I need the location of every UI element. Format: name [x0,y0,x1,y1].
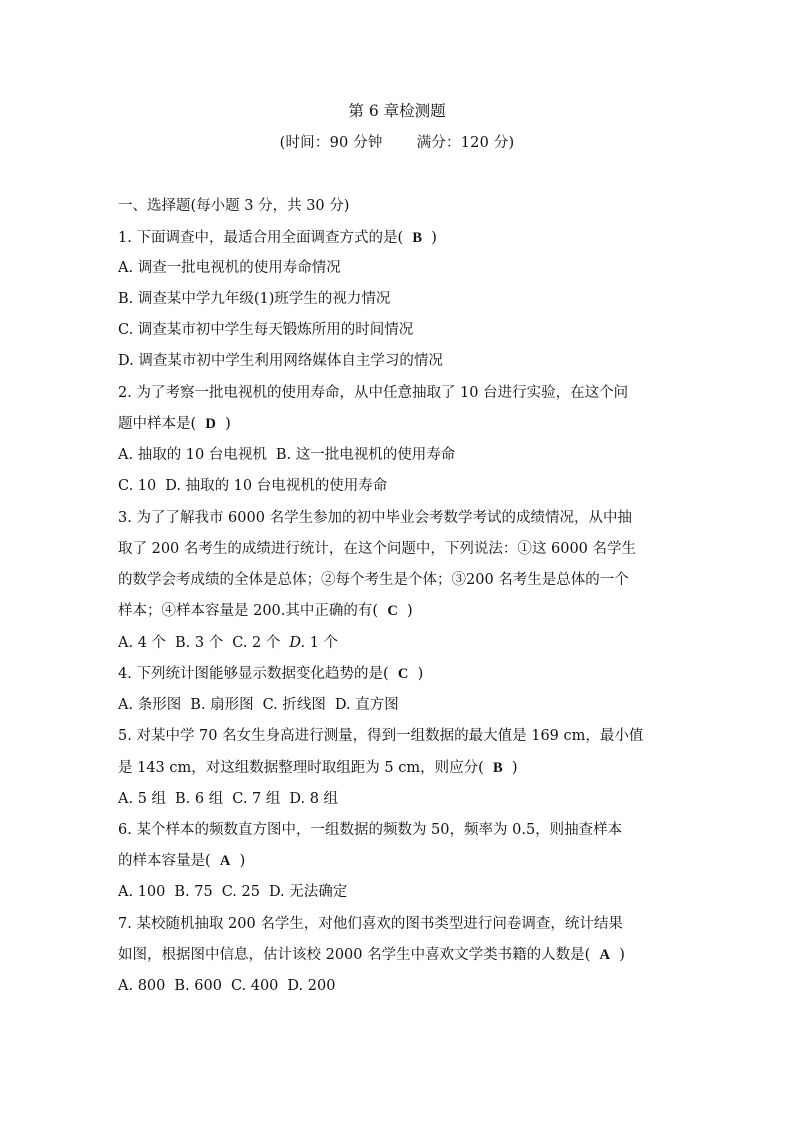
question-2-stem-line-1: 2. 为了考察一批电视机的使用寿命，从中任意抽取了 10 台进行实验，在这个问 [118,385,629,401]
time-limit: (时间：90 分钟 [279,135,383,151]
question-1-stem: 1. 下面调查中，最适合用全面调查方式的是( B ) [118,230,437,246]
question-6-stem-line-2: 的样本容量是( A ) [118,853,246,869]
question-1-option-b: B. 调查某中学九年级(1)班学生的视力情况 [118,291,391,307]
question-1-option-a: A. 调查一批电视机的使用寿命情况 [118,260,341,276]
question-3-stem-line-4: 样本；④样本容量是 200.其中正确的有( C ) [118,603,413,619]
section-heading: 一、选择题(每小题 3 分，共 30 分) [118,198,350,214]
question-7-stem-line-1: 7. 某校随机抽取 200 名学生，对他们喜欢的图书类型进行问卷调查，统计结果 [118,916,623,932]
page-title: 第 6 章检测题 [348,102,446,120]
question-6-answer: A [219,853,231,869]
question-3-stem-line-2: 取了 200 名考生的成绩进行统计，在这个问题中，下列说法：①这 6000 名学生 [118,541,637,557]
question-4-answer: C [397,666,409,682]
question-1-answer: B [412,230,423,246]
question-3-answer: C [387,603,398,619]
question-6-options: A. 100 B. 75 C. 25 D. 无法确定 [118,884,348,900]
question-4-stem: 4. 下列统计图能够显示数据变化趋势的是( C ) [118,666,424,682]
question-6-stem-line-1: 6. 某个样本的频数直方图中，一组数据的频数为 50，频率为 0.5，则抽查样本 [118,822,623,838]
question-2-options-row-2: C. 10 D. 抽取的 10 台电视机的使用寿命 [118,478,388,494]
question-3-stem-line-1: 3. 为了了解我市 6000 名学生参加的初中毕业会考数学考试的成绩情况，从中抽 [118,510,633,526]
question-5-options: A. 5 组 B. 6 组 C. 7 组 D. 8 组 [118,791,339,807]
question-2-stem-line-2: 题中样本是( D ) [118,416,231,432]
full-score: 满分：120 分) [416,135,515,151]
question-2-answer: D [205,416,216,432]
question-5-stem-line-2: 是 143 cm，对这组数据整理时取组距为 5 cm，则应分( B ) [118,760,518,776]
question-3-options: A. 4 个 B. 3 个 C. 2 个 D. 1 个 [118,635,339,651]
question-1-option-c: C. 调查某市初中学生每天锻炼所用的时间情况 [118,322,414,338]
question-7-options: A. 800 B. 600 C. 400 D. 200 [118,978,336,994]
question-1-option-d: D. 调查某市初中学生利用网络媒体自主学习的情况 [118,353,443,369]
question-5-stem-line-1: 5. 对某中学 70 名女生身高进行测量，得到一组数据的最大值是 169 cm，最小值 [118,728,644,744]
question-4-options: A. 条形图 B. 扇形图 C. 折线图 D. 直方图 [118,697,399,713]
exam-info [0,133,794,153]
question-7-answer: A [599,947,611,963]
question-3-stem-line-3: 的数学会考成绩的全体是总体；②每个考生是个体；③200 名考生是总体的一个 [118,572,629,588]
question-5-answer: B [492,760,503,776]
question-2-options-row-1: A. 抽取的 10 台电视机 B. 这一批电视机的使用寿命 [118,447,456,463]
question-7-stem-line-2: 如图，根据图中信息，估计该校 2000 名学生中喜欢文学类书籍的人数是( A ) [118,947,625,963]
